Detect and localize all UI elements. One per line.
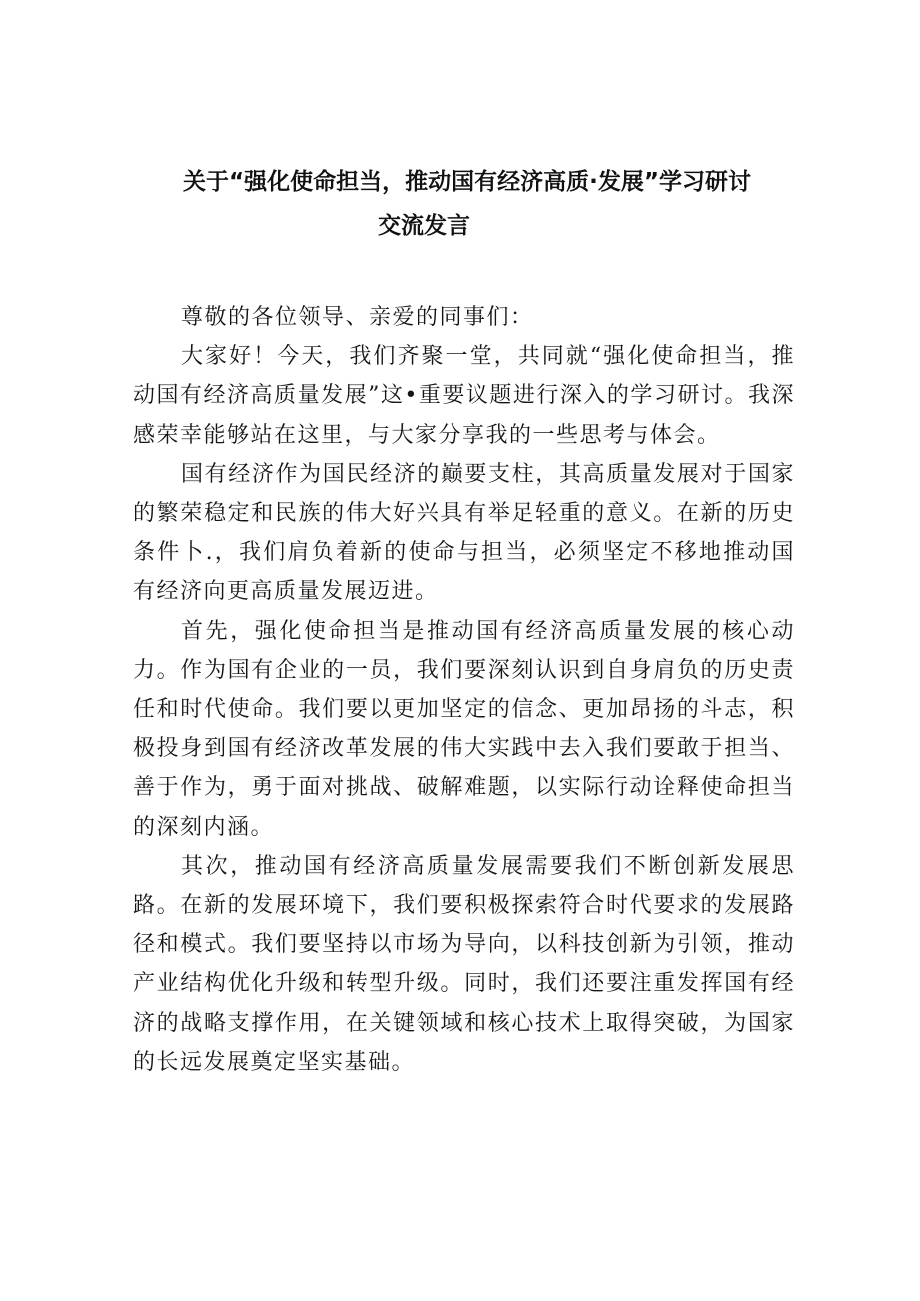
paragraph-3: 首先，强化使命担当是推动国有经济高质量发展的核心动力。作为国有企业的一员，我们要深刻认识到自身肩负的历史责任和时代使命。我们要以更加坚定的信念、更加昂扬的斗志，积极投身到国有经济改革发展的伟大实践中去入我们要敢于担当、善于作为，勇于面对挑战、破解难题，以实际行动诠释使命担当的深刻内涵。 — [133, 618, 795, 840]
paragraph-4: 其次，推动国有经济高质量发展需要我们不断创新发展思路。在新的发展环境下，我们要积极探索符合时代要求的发展路径和模式。我们要坚持以市场为导向，以科技创新为引领，推动产业结构优化升级和转型升级。同时，我们还要注重发挥国有经济的战略支撑作用，在关键领域和核心技术上取得突破，为国家的长远发展奠定坚实基础。 — [133, 853, 795, 1075]
document-body — [133, 298, 795, 1082]
title-line-1: 关于“强化使命担当，推动国有经济高质·发展”学习研讨 — [183, 169, 751, 195]
document-title — [0, 160, 920, 248]
salutation: 尊敬的各位领导、亲爱的同事们： — [181, 305, 534, 330]
paragraph-2: 国有经济作为国民经济的巅要支柱，其高质量发展对于国家的繁荣稳定和民族的伟大好兴具有举足轻重的意义。在新的历史条件卜.，我们肩负着新的使命与担当，必须坚定不移地推动国有经济向更高质量发展迈进。 — [133, 461, 795, 605]
title-line-2: 交流发言 — [378, 213, 470, 239]
paragraph-1: 大家好！今天，我们齐聚一堂，共同就“强化使命担当，推动国有经济高质量发展”这•重要议题进行深入的学习研讨。我深感荣幸能够站在这里，与大家分享我的一些思考与体会。 — [133, 344, 795, 448]
